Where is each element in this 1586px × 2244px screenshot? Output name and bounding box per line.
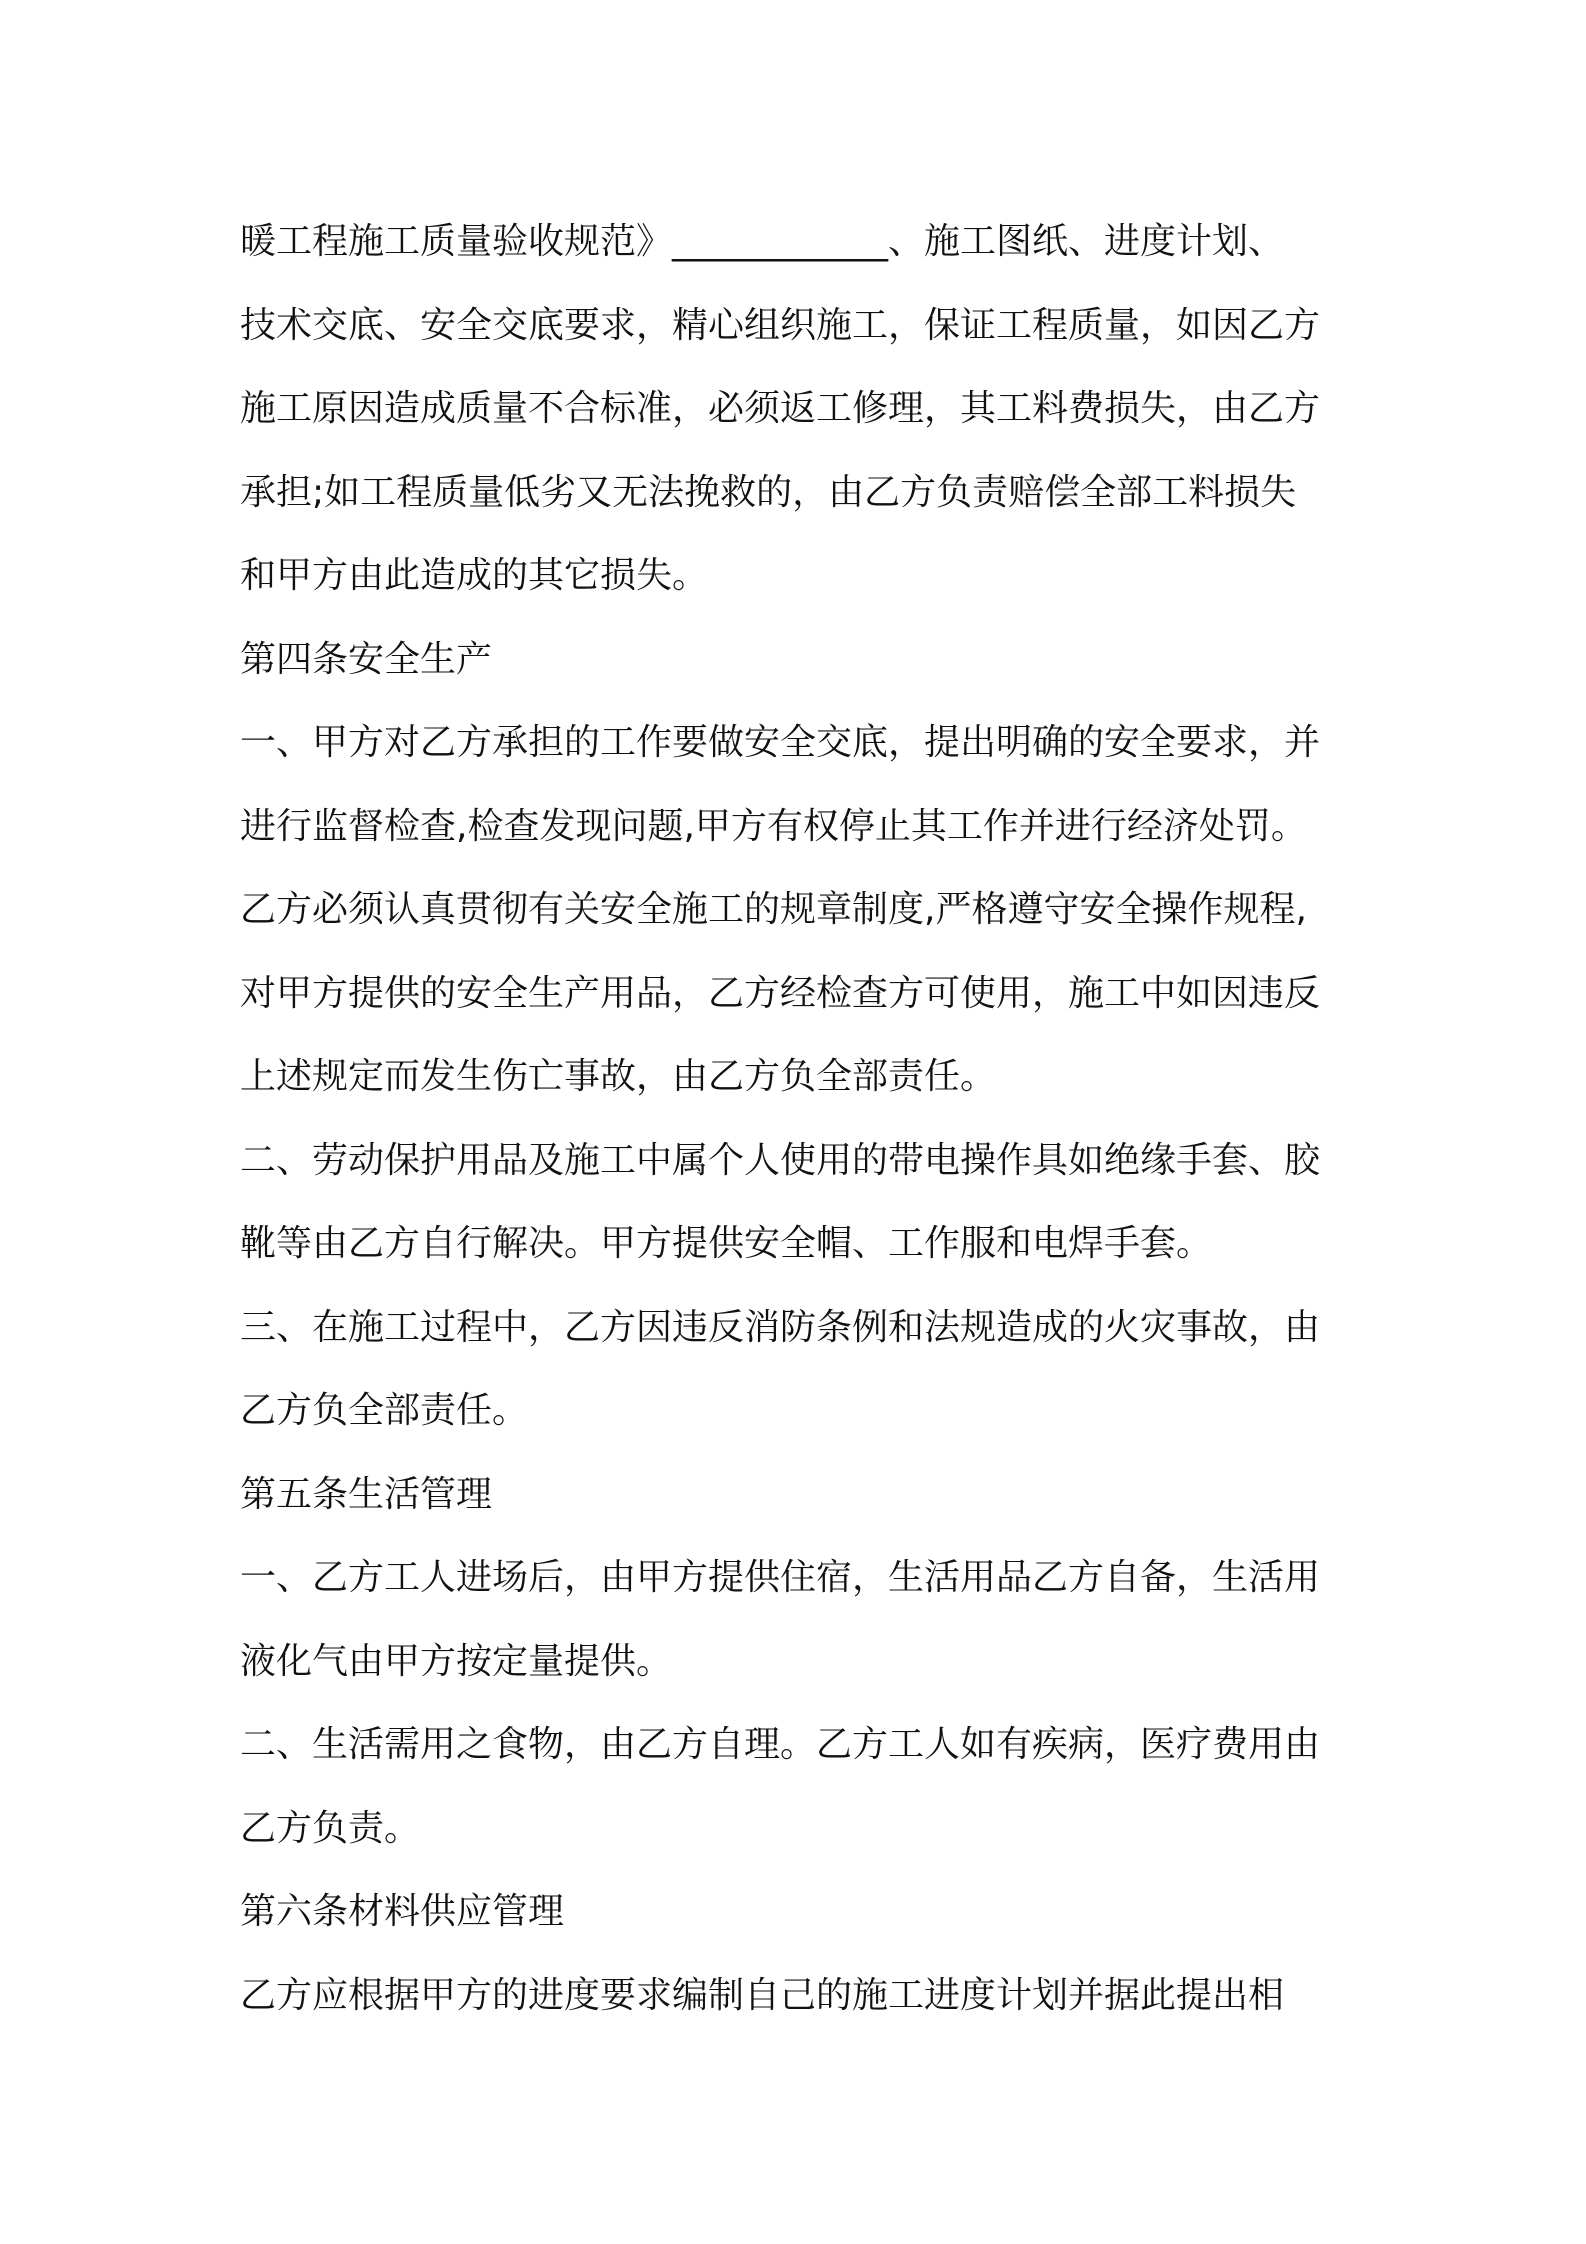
- text-line: 暖工程施工质量验收规范》____________、施工图纸、进度计划、: [240, 221, 1285, 262]
- section-heading: 第四条安全生产: [240, 638, 493, 680]
- text-line: 上述规定而发生伤亡事故，由乙方负全部责任。: [240, 1056, 997, 1097]
- text-line: 二、劳动保护用品及施工中属个人使用的带电操作具如绝缘手套、胶: [240, 1139, 1321, 1181]
- text-line: 二、生活需用之食物，由乙方自理。乙方工人如有疾病，医疗费用由: [240, 1724, 1321, 1765]
- text-line: 一、乙方工人进场后，由甲方提供住宿，生活用品乙方自备，生活用: [240, 1557, 1321, 1598]
- text-line: 液化气由甲方按定量提供。: [240, 1640, 673, 1682]
- text-line: 一、甲方对乙方承担的工作要做安全交底，提出明确的安全要求，并: [240, 722, 1321, 763]
- text-line: 施工原因造成质量不合标准，必须返工修理，其工料费损失，由乙方: [240, 388, 1321, 429]
- document-body: [240, 200, 1360, 2037]
- text-line: 进行监督检查,检查发现问题,甲方有权停止其工作并进行经济处罚。: [240, 805, 1307, 847]
- section-heading: 第五条生活管理: [240, 1473, 493, 1515]
- text-line: 三、在施工过程中，乙方因违反消防条例和法规造成的火灾事故，由: [240, 1306, 1321, 1348]
- text-line: 技术交底、安全交底要求，精心组织施工，保证工程质量，如因乙方: [240, 304, 1321, 346]
- section-heading: 第六条材料供应管理: [240, 1891, 565, 1932]
- text-line: 承担;如工程质量低劣又无法挽救的，由乙方负责赔偿全部工料损失: [240, 471, 1297, 513]
- text-line: 乙方必须认真贯彻有关安全施工的规章制度,严格遵守安全操作规程,: [240, 889, 1307, 930]
- text-line: 乙方负全部责任。: [240, 1390, 529, 1431]
- text-line: 和甲方由此造成的其它损失。: [240, 555, 709, 596]
- text-line: 乙方负责。: [240, 1807, 421, 1849]
- text-line: 对甲方提供的安全生产用品，乙方经检查方可使用，施工中如因违反: [240, 972, 1321, 1014]
- text-line: 乙方应根据甲方的进度要求编制自己的施工进度计划并据此提出相: [240, 1974, 1285, 2016]
- text-line: 靴等由乙方自行解决。甲方提供安全帽、工作服和电焊手套。: [240, 1223, 1213, 1264]
